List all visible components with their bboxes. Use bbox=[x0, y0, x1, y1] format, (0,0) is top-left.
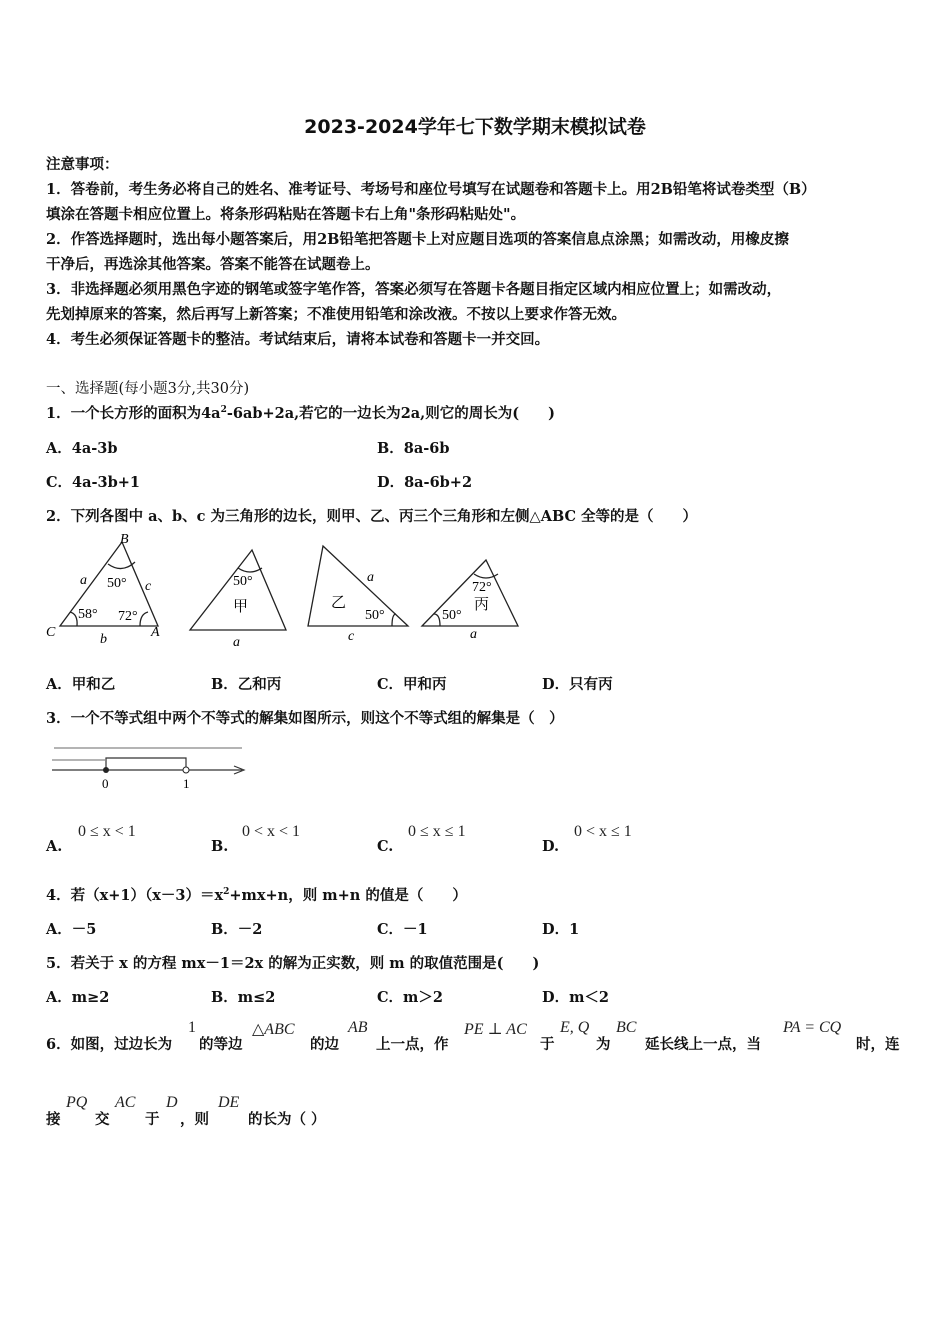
label-side-a: a bbox=[367, 570, 374, 585]
math-expr: AB bbox=[348, 1019, 368, 1036]
option-b: 0 < x < 1 bbox=[242, 823, 301, 840]
question-6-text: 于 bbox=[540, 1036, 555, 1053]
label-side-a: a bbox=[233, 635, 240, 650]
question-6-text: 时，连 bbox=[856, 1036, 900, 1053]
question-1-stem: 1．一个长方形的面积为$4a^2-6ab+2a$,若它的一边长为2a,则它的周长为( ) bbox=[46, 405, 555, 422]
math-expr: BC bbox=[616, 1019, 637, 1036]
question-6-text: 为 bbox=[596, 1036, 611, 1053]
question-6-text: 于 bbox=[145, 1111, 160, 1128]
math-expr: E, Q bbox=[560, 1019, 590, 1036]
question-6-text: ，则 bbox=[180, 1111, 209, 1128]
option-a: A．－5 bbox=[46, 921, 97, 938]
option-a: 0 ≤ x < 1 bbox=[78, 823, 136, 840]
label-a-vertex: A bbox=[151, 625, 160, 640]
label-yi: 乙 bbox=[331, 595, 347, 611]
math-expr: PE ⊥ AC bbox=[464, 1021, 527, 1038]
option-b: B．－2 bbox=[211, 921, 263, 938]
option-d: D．1 bbox=[542, 921, 580, 938]
question-6-text: 的长为（ ） bbox=[248, 1111, 326, 1128]
page-title: 2023-2024学年七下数学期末模拟试卷 bbox=[304, 116, 646, 138]
label-side-a: a bbox=[80, 573, 87, 588]
option-b: B．8a-6b bbox=[377, 440, 450, 457]
option-c: C．4a-3b+1 bbox=[46, 474, 141, 491]
label-side-b: b bbox=[100, 632, 107, 647]
notice-line: 2．作答选择题时，选出每小题答案后，用2B铅笔把答题卡上对应题目选项的答案信息点涂黑；如需改动，用橡皮擦 bbox=[46, 231, 789, 248]
option-d: D．只有丙 bbox=[542, 676, 613, 693]
math-expr: PQ bbox=[66, 1094, 88, 1111]
question-6-text: 接 bbox=[46, 1111, 61, 1128]
math-expr: PA = CQ bbox=[783, 1019, 842, 1036]
notice-line: 4．考生必须保证答题卡的整洁。考试结束后，请将本试卷和答题卡一并交回。 bbox=[46, 331, 550, 348]
label-jia: 甲 bbox=[233, 599, 249, 615]
question-6-text: 交 bbox=[95, 1111, 110, 1128]
question-6-text: 的等边 bbox=[199, 1036, 243, 1053]
question-6-text: 延长线上一点，当 bbox=[645, 1036, 761, 1053]
option-c: C．m＞2 bbox=[377, 989, 443, 1006]
option-a: A．m≥2 bbox=[46, 989, 110, 1006]
option-d: 0 < x ≤ 1 bbox=[574, 823, 632, 840]
notice-line: 填涂在答题卡相应位置上。将条形码粘贴在答题卡右上角"条形码粘贴处"。 bbox=[46, 206, 526, 223]
option-b: B．m≤2 bbox=[211, 989, 276, 1006]
question-5-stem: 5．若关于 x 的方程 mx－1＝2x 的解为正实数，则 m 的取值范围是( ) bbox=[46, 955, 540, 972]
option-c: 0 ≤ x ≤ 1 bbox=[408, 823, 466, 840]
question-3-stem: 3．一个不等式组中两个不等式的解集如图所示，则这个不等式组的解集是（ ） bbox=[46, 710, 564, 727]
label-angle: 50° bbox=[365, 608, 385, 623]
notice-line: 3．非选择题必须用黑色字迹的钢笔或签字笔作答，答案必须写在答题卡各题目指定区域内相应位置上；如需改动， bbox=[46, 281, 782, 298]
question-6-text: 的边 bbox=[310, 1036, 339, 1053]
label-angle: 50° bbox=[107, 576, 127, 591]
option-d: D．8a-6b+2 bbox=[377, 474, 473, 491]
math-expr: DE bbox=[218, 1094, 240, 1111]
label-side-c: c bbox=[145, 579, 152, 594]
label-side-a: a bbox=[470, 627, 477, 642]
notice-line: 干净后，再选涂其他答案。答案不能答在试题卷上。 bbox=[46, 256, 380, 273]
question-6-text: 6．如图，过边长为 bbox=[46, 1036, 173, 1053]
axis-label: 1 bbox=[183, 776, 190, 791]
label-side-c: c bbox=[348, 629, 355, 644]
number-line-figure bbox=[46, 738, 256, 796]
option-d-label: D. bbox=[542, 838, 560, 855]
option-b-label: B. bbox=[211, 838, 229, 855]
notice-line: 1．答卷前，考生务必将自己的姓名、准考证号、考场号和座位号填写在试题卷和答题卡上。用2B铅笔将试卷类型（B） bbox=[46, 181, 816, 198]
math-expr: 1 bbox=[188, 1019, 196, 1036]
label-angle: 72° bbox=[118, 609, 138, 624]
option-b: B．乙和丙 bbox=[211, 676, 282, 693]
option-c: C．甲和丙 bbox=[377, 676, 447, 693]
label-angle: 50° bbox=[442, 608, 462, 623]
label-c-vertex: C bbox=[46, 625, 56, 640]
triangle-jia bbox=[190, 550, 286, 630]
math-expr: D bbox=[166, 1094, 178, 1111]
question-2-stem: 2．下列各图中 a、b、c 为三角形的边长，则甲、乙、丙三个三角形和左侧△ABC 全等的是（ ） bbox=[46, 508, 698, 525]
question-6-text: 上一点，作 bbox=[376, 1036, 449, 1053]
label-angle: 50° bbox=[233, 574, 253, 589]
solution-bracket bbox=[106, 758, 186, 770]
notice-heading: 注意事项： bbox=[46, 156, 119, 173]
option-a: A．4a-3b bbox=[46, 440, 118, 457]
option-d: D．m＜2 bbox=[542, 989, 610, 1006]
option-a-label: A. bbox=[46, 838, 63, 855]
triangle-bing bbox=[422, 560, 518, 626]
option-c: C．－1 bbox=[377, 921, 428, 938]
section-heading: 一、选择题(每小题3分,共30分) bbox=[46, 381, 250, 397]
label-angle: 58° bbox=[78, 607, 98, 622]
closed-point bbox=[103, 767, 109, 773]
option-c-label: C. bbox=[377, 838, 394, 855]
triangles-figure bbox=[40, 530, 540, 650]
label-bing: 丙 bbox=[474, 597, 490, 613]
option-a: A．甲和乙 bbox=[46, 676, 116, 693]
math-expr: AC bbox=[115, 1094, 136, 1111]
triangle-yi bbox=[308, 546, 408, 626]
label-b-vertex: B bbox=[120, 532, 129, 547]
notice-line: 先划掉原来的答案，然后再写上新答案；不准使用铅笔和涂改液。不按以上要求作答无效。 bbox=[46, 306, 626, 323]
math-expr: △ABC bbox=[252, 1021, 295, 1038]
open-point bbox=[183, 767, 189, 773]
label-angle: 72° bbox=[472, 580, 492, 595]
question-4-stem: 4．若$(x+1)(x-3)=x^2+mx+n$，则 m+n 的值是（ ） bbox=[46, 887, 467, 904]
axis-label: 0 bbox=[102, 776, 109, 791]
